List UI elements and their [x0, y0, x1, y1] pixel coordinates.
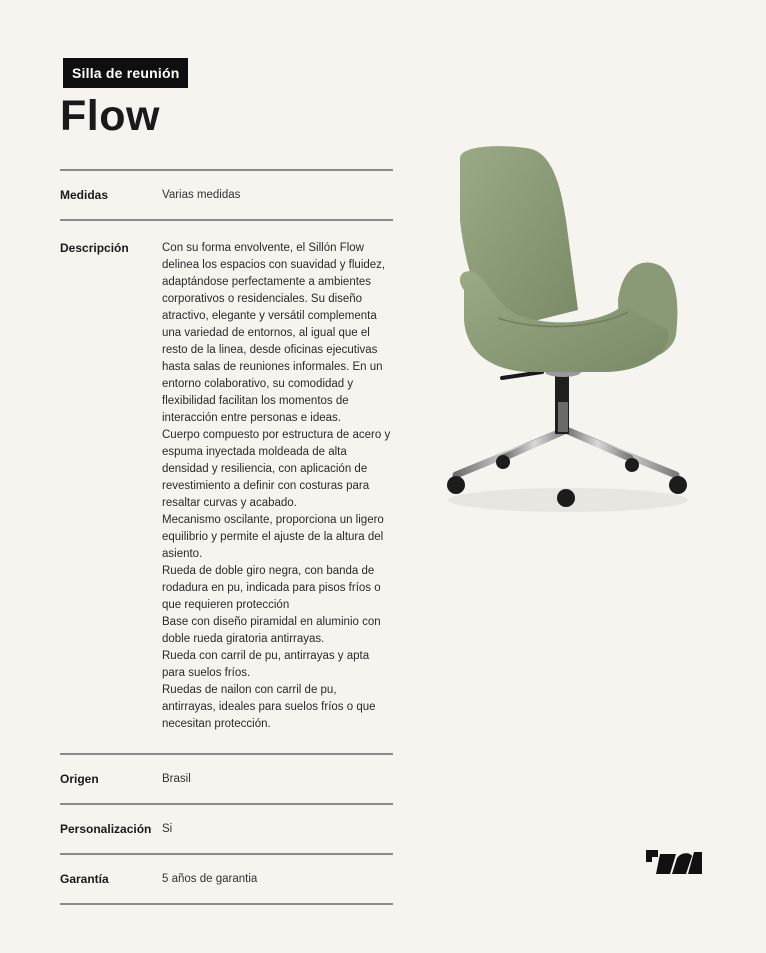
- spec-value: 5 años de garantia: [162, 873, 258, 885]
- spec-label: Medidas: [60, 188, 109, 202]
- spec-value: Si: [162, 823, 173, 835]
- description-paragraph: Con su forma envolvente, el Sillón Flow delinea los espacios con suavidad y fluidez, adaptándose perfectamente a ambientes corporativos o residenciales. Su diseño atractivo, elegante y versátil complementa una variedad de entornos, al igual que el resto de la linea, desde oficinas ejecutivas hasta salas de reuniones informales. En un entorno colaborativo, su comodidad y flexibilidad facilitan los momentos de interacción entre personas e ideas.: [162, 242, 386, 424]
- spec-label: Origen: [60, 772, 99, 786]
- office-chair-image: [438, 140, 698, 520]
- description-paragraph: Rueda con carril de pu, antirrayas y apta para suelos fríos.: [162, 650, 370, 679]
- brand-logo-icon: [646, 850, 702, 876]
- description-text: [162, 240, 393, 733]
- spec-row-descripcion: [60, 219, 393, 753]
- description-paragraph: Ruedas de nailon con carril de pu, antirrayas, ideales para suelos fríos o que necesitan protección.: [162, 684, 376, 730]
- spec-table: [60, 169, 393, 905]
- category-badge: Silla de reunión: [63, 58, 188, 88]
- spec-value: Varias medidas: [162, 189, 241, 201]
- spec-row-personalizacion: [60, 803, 393, 853]
- description-paragraph: Mecanismo oscilante, proporciona un ligero equilibrio y permite el ajuste de la altura del asiento.: [162, 514, 384, 560]
- spec-row-origen: [60, 753, 393, 803]
- description-paragraph: Rueda de doble giro negra, con banda de rodadura en pu, indicada para pisos fríos o que requieren protección: [162, 565, 381, 611]
- spec-label: Garantía: [60, 872, 109, 886]
- description-paragraph: Base con diseño piramidal en aluminio con doble rueda giratoria antirrayas.: [162, 616, 381, 645]
- spec-label: Descripción: [60, 241, 129, 255]
- spec-row-garantia: [60, 853, 393, 905]
- spec-label: Personalización: [60, 822, 152, 836]
- description-paragraph: Cuerpo compuesto por estructura de acero y espuma inyectada moldeada de alta densidad y resiliencia, con aplicación de revestimiento a definir con costuras para resaltar curvas y acabado.: [162, 429, 391, 509]
- spec-value: Brasil: [162, 773, 191, 785]
- product-title: Flow: [60, 92, 160, 140]
- spec-row-medidas: [60, 169, 393, 219]
